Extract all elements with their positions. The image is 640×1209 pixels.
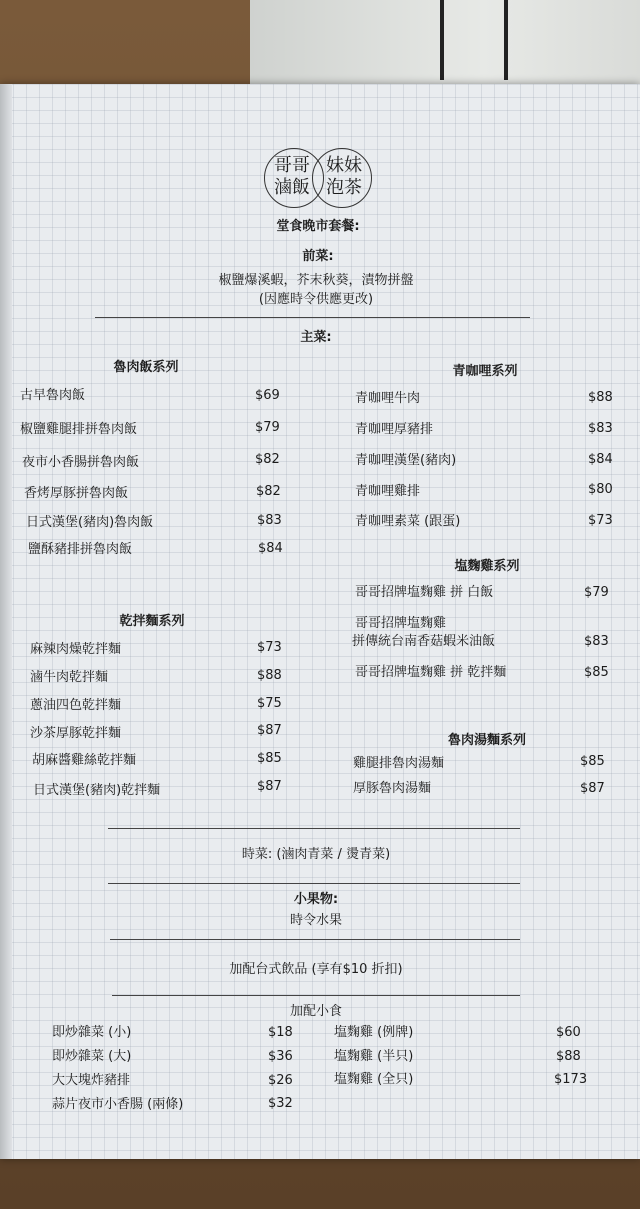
- noodle-heading: 乾拌麵系列: [119, 614, 185, 629]
- lurou-heading: 魯肉飯系列: [113, 360, 179, 375]
- divider: [112, 995, 520, 996]
- menu-item-name: 蔥油四色乾拌麵: [30, 698, 122, 713]
- logo-left-top: 哥哥: [274, 155, 310, 176]
- divider: [108, 883, 520, 884]
- menu-item-name: 青咖哩漢堡(豬肉): [355, 453, 457, 468]
- menu-item-name: 日式漢堡(豬肉)魯肉飯: [26, 515, 154, 530]
- menu-item-name: 麻辣肉燥乾拌麵: [30, 642, 122, 657]
- menu-item-name: 青咖哩素菜 (跟蛋): [355, 514, 461, 529]
- menu-item-price: $80: [588, 482, 613, 497]
- menu-item-price: $83: [588, 421, 613, 436]
- menu-item-price: $73: [588, 513, 613, 528]
- menu-item-name: 哥哥招牌塩麴雞: [355, 616, 447, 631]
- divider: [108, 828, 520, 829]
- menu-page: [0, 84, 640, 1159]
- menu-title: 堂食晚市套餐:: [276, 219, 360, 234]
- menu-item-price: $87: [257, 723, 282, 738]
- chair: [440, 0, 508, 80]
- menu-item-name: 沙茶厚豚乾拌麵: [30, 726, 122, 741]
- koji-heading: 塩麴雞系列: [454, 559, 520, 574]
- main-heading: 主菜:: [300, 330, 332, 345]
- menu-item-name: 青咖哩雞排: [355, 484, 421, 499]
- curry-heading: 青咖哩系列: [452, 364, 518, 379]
- fruit-heading: 小果物:: [293, 892, 339, 907]
- divider: [110, 939, 520, 940]
- restaurant-logo: [264, 148, 372, 208]
- menu-item-price: $75: [257, 696, 282, 711]
- menu-item-name: 香烤厚豚拼魯肉飯: [24, 486, 129, 501]
- menu-item-name: 胡麻醬雞絲乾拌麵: [32, 753, 137, 768]
- snack-name: 蒜片夜市小香腸 (兩條): [52, 1097, 184, 1112]
- menu-item-name-line2: 拼傳統台南香菇蝦米油飯: [352, 634, 496, 649]
- soup-heading: 魯肉湯麵系列: [447, 733, 527, 748]
- menu-item-name: 古早魯肉飯: [20, 388, 86, 403]
- appetizer-heading: 前菜:: [302, 249, 334, 264]
- snack-price: $173: [554, 1072, 588, 1087]
- menu-item-price: $85: [584, 665, 609, 680]
- menu-item-name: 青咖哩牛肉: [355, 391, 421, 406]
- menu-item-name: 滷牛肉乾拌麵: [30, 670, 109, 685]
- menu-item-name: 厚豚魯肉湯麵: [353, 781, 432, 796]
- menu-item-name: 青咖哩厚豬排: [355, 422, 434, 437]
- menu-item-name: 夜市小香腸拼魯肉飯: [22, 455, 140, 470]
- logo-left-bottom: 滷飯: [274, 177, 310, 198]
- fruit-text: 時令水果: [289, 913, 343, 928]
- snack-name: 大大塊炸豬排: [52, 1073, 131, 1088]
- snack-price: $18: [268, 1025, 293, 1040]
- menu-item-price: $87: [580, 781, 605, 796]
- logo-right-top: 妹妹: [326, 155, 362, 176]
- appetizer-line1: 椒鹽爆溪蝦，芥末秋葵，漬物拼盤: [218, 273, 414, 288]
- page-edge: [0, 84, 12, 1159]
- drink-line: 加配台式飲品 (享有$10 折扣): [229, 962, 403, 977]
- divider: [95, 317, 530, 318]
- menu-item-price: $79: [255, 420, 280, 435]
- menu-item-price: $87: [257, 779, 282, 794]
- snack-name: 塩麴雞 (全只): [334, 1072, 414, 1087]
- menu-item-price: $82: [255, 452, 280, 467]
- snack-name: 即炒雜菜 (大): [52, 1049, 132, 1064]
- menu-item-name: 哥哥招牌塩麴雞 拼 乾拌麵: [355, 665, 507, 680]
- menu-item-price: $83: [257, 513, 282, 528]
- snack-price: $36: [268, 1049, 293, 1064]
- menu-item-name: 鹽酥豬排拼魯肉飯: [28, 542, 133, 557]
- menu-item-price: $85: [257, 751, 282, 766]
- logo-right-bottom: 泡茶: [326, 177, 362, 198]
- snack-price: $88: [556, 1049, 581, 1064]
- menu-item-price: $84: [258, 541, 283, 556]
- snack-name: 塩麴雞 (例牌): [334, 1025, 414, 1040]
- menu-item-price: $69: [255, 388, 280, 403]
- snack-name: 即炒雜菜 (小): [52, 1025, 132, 1040]
- menu-item-price: $88: [588, 390, 613, 405]
- menu-item-name: 哥哥招牌塩麴雞 拼 白飯: [355, 585, 494, 600]
- menu-item-price: $84: [588, 452, 613, 467]
- menu-item-name: 日式漢堡(豬肉)乾拌麵: [33, 783, 161, 798]
- appetizer-line2: (因應時令供應更改): [258, 292, 374, 307]
- menu-item-price: $82: [256, 484, 281, 499]
- menu-item-price: $83: [584, 634, 609, 649]
- menu-item-price: $85: [580, 754, 605, 769]
- snack-price: $60: [556, 1025, 581, 1040]
- snacks-heading: 加配小食: [289, 1004, 343, 1019]
- snack-price: $32: [268, 1096, 293, 1111]
- snack-name: 塩麴雞 (半只): [334, 1049, 414, 1064]
- snack-price: $26: [268, 1073, 293, 1088]
- menu-item-name: 雞腿排魯肉湯麵: [353, 756, 445, 771]
- veg-line: 時菜: (滷肉青菜 / 燙青菜): [241, 847, 391, 862]
- menu-item-price: $88: [257, 668, 282, 683]
- menu-item-price: $79: [584, 585, 609, 600]
- menu-item-name: 椒鹽雞腿排拼魯肉飯: [20, 422, 138, 437]
- menu-item-price: $73: [257, 640, 282, 655]
